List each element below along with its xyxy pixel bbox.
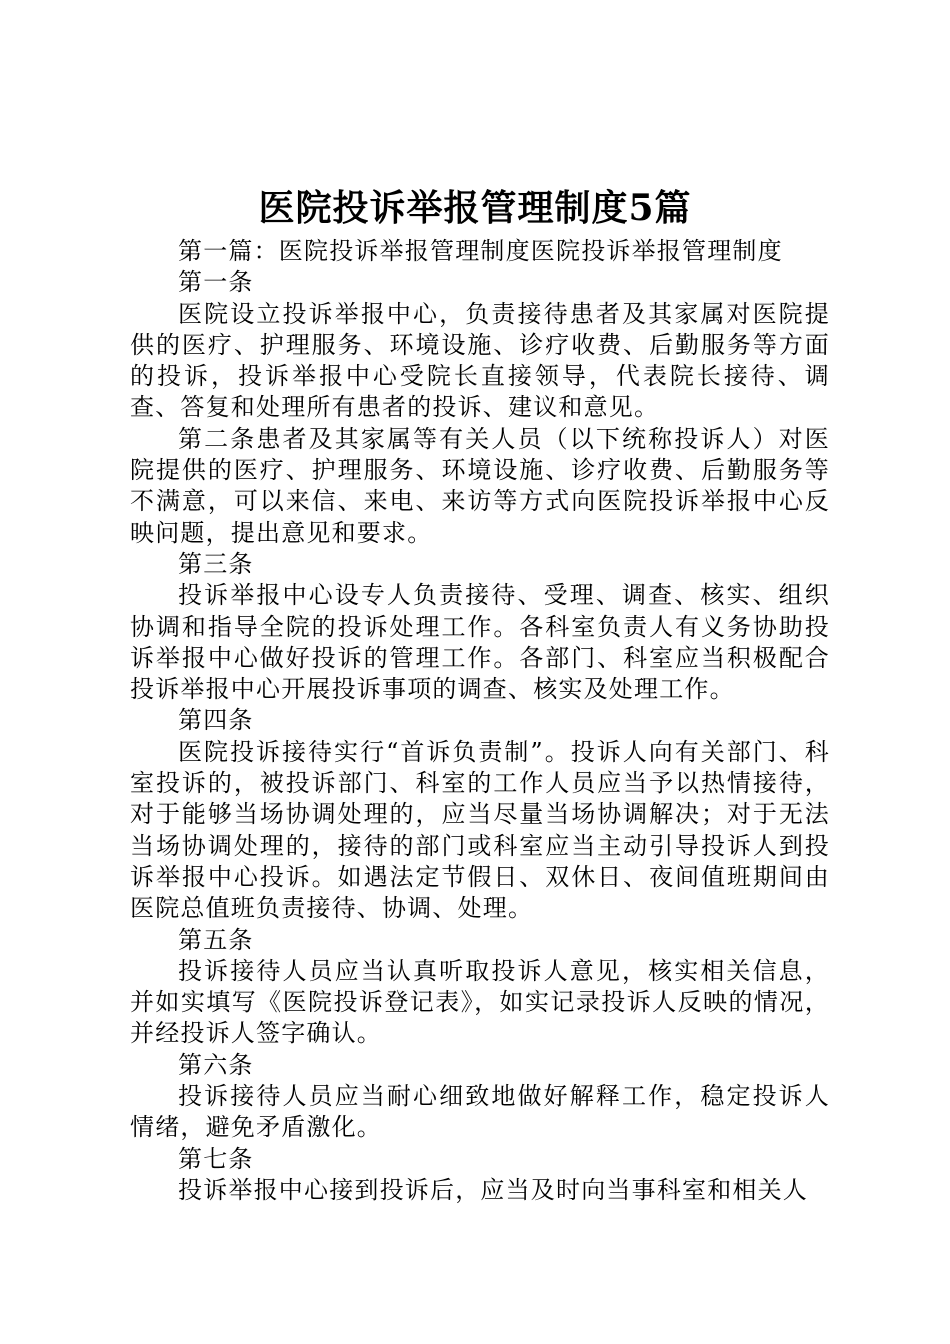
paragraph-article-7-text: 投诉举报中心接到投诉后，应当及时向当事科室和相关人 — [178, 1175, 808, 1204]
paragraph-article-5-text: 投诉接待人员应当认真听取投诉人意见，核实相关信息，并如实填写《医院投诉登记表》，如实记录投诉人反映的情况，并经投诉人签字确认。 — [130, 956, 830, 1048]
paragraph-article-5-heading: 第五条 — [178, 925, 254, 954]
paragraph-article-4-heading: 第四条 — [178, 706, 254, 735]
paragraph-part-one-heading: 第一篇：医院投诉举报管理制度医院投诉举报管理制度 — [178, 237, 783, 265]
paragraph-article-6-heading: 第六条 — [178, 1050, 254, 1079]
paragraph-article-4-text: 医院投诉接待实行“首诉负责制”。投诉人向有关部门、科室投诉的，被投诉部门、科室的工作人员应当予以热情接待，对于能够当场协调处理的，应当尽量当场协调解决；对于无法当场协调处理的，接待的部门或科室应当主动引导投诉人到投诉举报中心投诉。如遇法定节假日、双休日、夜间值班期间由医院总值班负责接待、协调、处理。 — [130, 737, 830, 923]
paragraph-article-6-text: 投诉接待人员应当耐心细致地做好解释工作，稳定投诉人情绪，避免矛盾激化。 — [130, 1082, 830, 1142]
paragraph-article-1-text: 医院设立投诉举报中心，负责接待患者及其家属对医院提供的医疗、护理服务、环境设施、诊疗收费、后勤服务等方面的投诉，投诉举报中心受院长直接领导，代表院长接待、调查、答复和处理所有患者的投诉、建议和意见。 — [130, 299, 830, 422]
paragraph-article-7-heading: 第七条 — [178, 1144, 254, 1173]
paragraph-article-3-text: 投诉举报中心设专人负责接待、受理、调查、核实、组织协调和指导全院的投诉处理工作。各科室负责人有义务协助投诉举报中心做好投诉的管理工作。各部门、科室应当积极配合投诉举报中心开展投诉事项的调查、核实及处理工作。 — [130, 581, 830, 704]
document-body — [130, 236, 830, 1206]
paragraph-article-1-heading: 第一条 — [178, 268, 254, 297]
paragraph-article-3-heading: 第三条 — [178, 549, 254, 578]
document-title: 医院投诉举报管理制度5篇 — [258, 187, 692, 229]
paragraph-article-2-text: 第二条患者及其家属等有关人员（以下统称投诉人）对医院提供的医疗、护理服务、环境设施、诊疗收费、后勤服务等不满意，可以来信、来电、来访等方式向医院投诉举报中心反映问题，提出意见和要求。 — [130, 424, 830, 547]
